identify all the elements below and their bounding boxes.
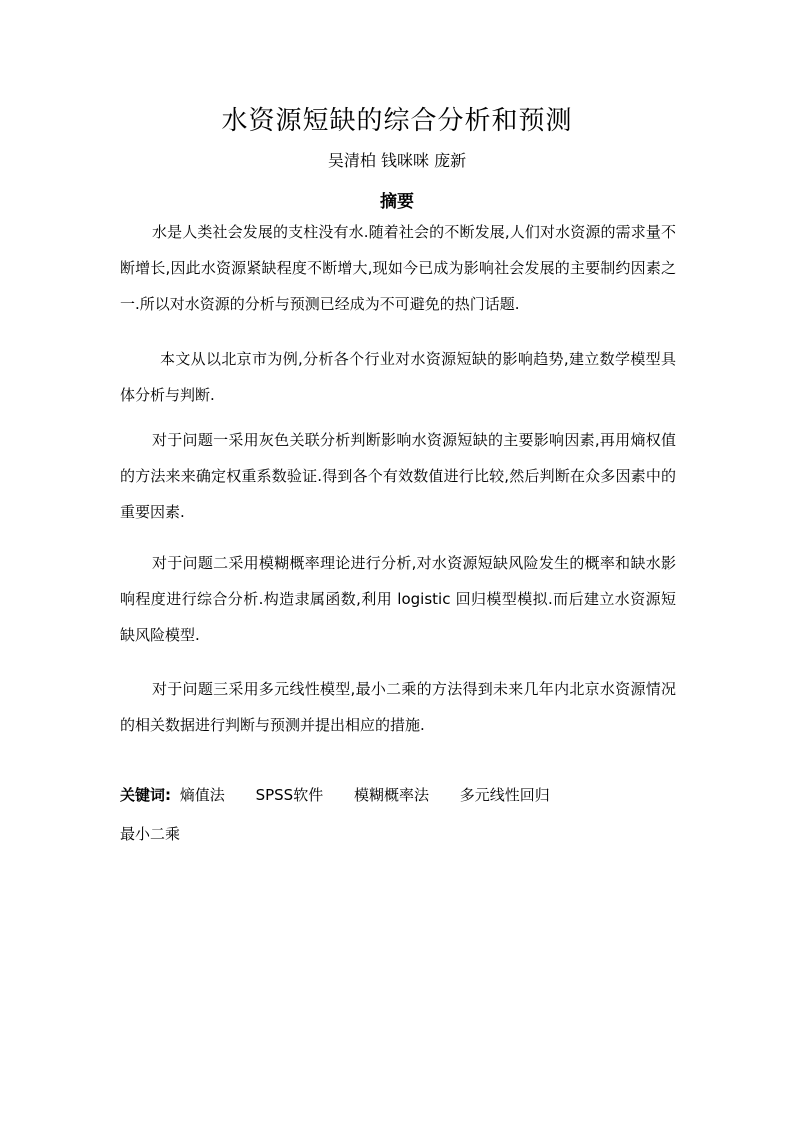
abstract-paragraph: 对于问题二采用模糊概率理论进行分析,对水资源短缺风险发生的概率和缺水影响程度进行综合分析.构造隶属函数,利用 logistic 回归模型模拟.而后建立水资源短缺风险模型. [120,554,676,644]
keyword: SPSS软件 [255,786,324,804]
keyword: 最小二乘 [120,825,181,843]
keywords-line [120,779,676,811]
abstract-paragraph: 本文从以北京市为例,分析各个行业对水资源短缺的影响趋势,建立数学模型具体分析与判断. [120,350,676,404]
keywords-label: 关键词: [120,786,171,804]
paper-title: 水资源短缺的综合分析和预测 [221,106,573,136]
abstract-paragraph: 水是人类社会发展的支柱没有水.随着社会的不断发展,人们对水资源的需求量不断增长,因此水资源紧缺程度不断增大,现如今已成为影响社会发展的主要制约因素之一.所以对水资源的分析与预测已经成为不可避免的热门话题. [120,223,676,313]
keyword: 模糊概率法 [353,786,429,804]
keyword: 多元线性回归 [459,786,550,804]
paper-authors: 吴清柏 钱咪咪 庞新 [327,151,467,170]
keyword: 熵值法 [179,786,225,804]
abstract-paragraph: 对于问题三采用多元线性模型,最小二乘的方法得到未来几年内北京水资源情况的相关数据进行判断与预测并提出相应的措施. [120,680,676,734]
abstract-heading: 摘要 [380,192,414,212]
abstract-paragraph: 对于问题一采用灰色关联分析判断影响水资源短缺的主要影响因素,再用熵权值的方法来来确定权重系数验证.得到各个有效数值进行比较,然后判断在众多因素中的重要因素. [120,431,676,521]
